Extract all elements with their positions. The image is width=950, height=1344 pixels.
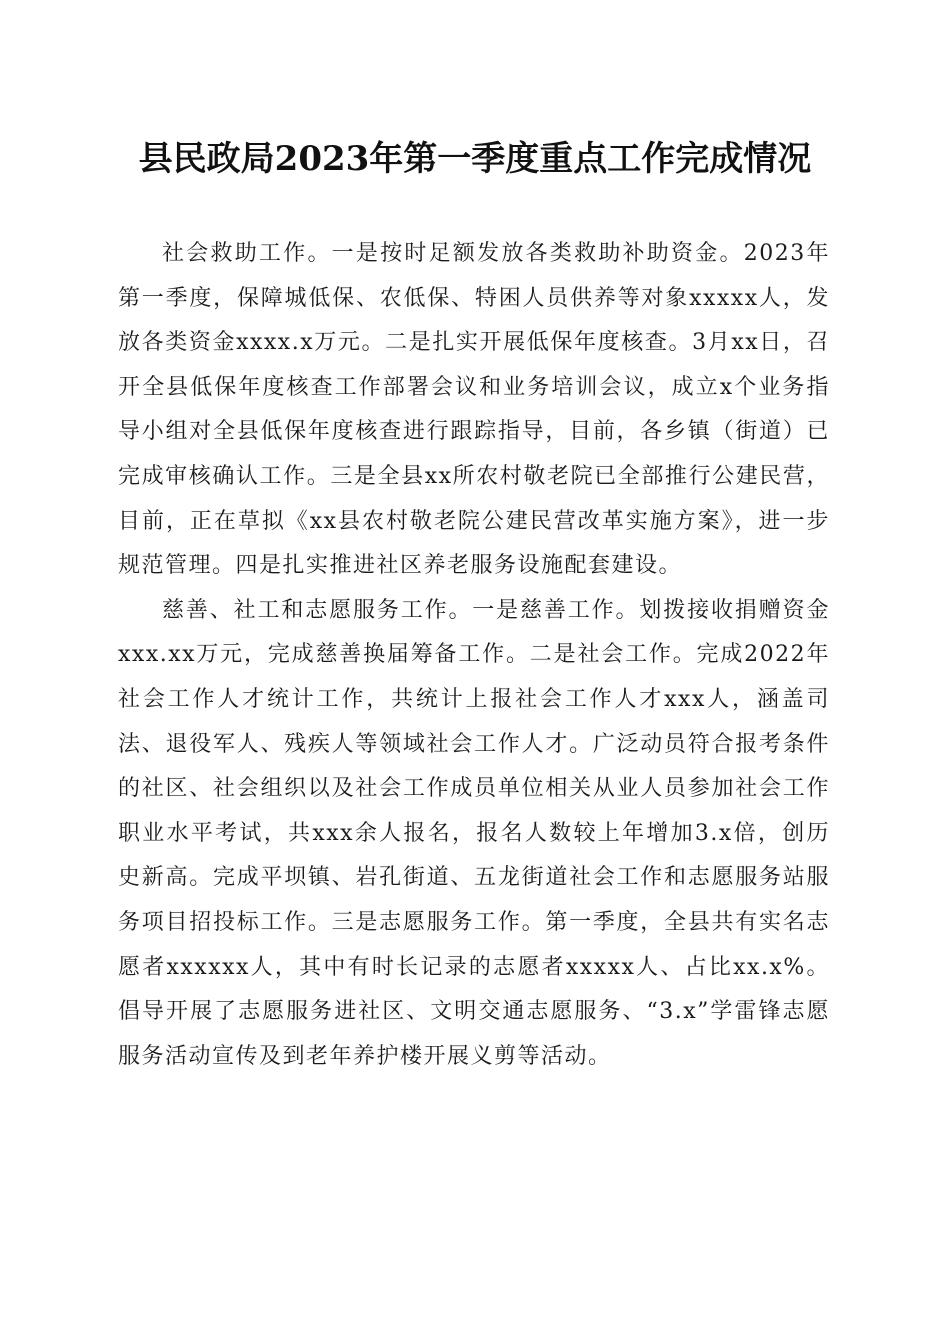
- paragraph-charity-volunteer: 慈善、社工和志愿服务工作。一是慈善工作。划拨接收捐赠资金xxx.xx万元，完成慈善换届筹备工作。二是社会工作。完成2022年社会工作人才统计工作，共统计上报社会工作人才xxx人，涵盖司法、退役军人、残疾人等领域社会工作人才。广泛动员符合报考条件的社区、社会组织以及社会工作成员单位相关从业人员参加社会工作职业水平考试，共xxx余人报名，报名人数较上年增加3.x倍，创历史新高。完成平坝镇、岩孔街道、五龙街道社会工作和志愿服务站服务项目招投标工作。三是志愿服务工作。第一季度，全县共有实名志愿者xxxxxx人，其中有时长记录的志愿者xxxxx人、占比xx.x%。倡导开展了志愿服务进社区、文明交通志愿服务、“3.x”学雷锋志愿服务活动宣传及到老年养护楼开展义剪等活动。: [118, 597, 830, 1069]
- paragraph-social-assistance: 社会救助工作。一是按时足额发放各类救助补助资金。2023年第一季度，保障城低保、农低保、特困人员供养等对象xxxxx人，发放各类资金xxxx.x万元。二是扎实开展低保年度核查。3月xx日，召开全县低保年度核查工作部署会议和业务培训会议，成立x个业务指导小组对全县低保年度核查进行跟踪指导，目前，各乡镇（街道）已完成审核确认工作。三是全县xx所农村敬老院已全部推行公建民营，目前，正在草拟《xx县农村敬老院公建民营改革实施方案》，进一步规范管理。四是扎实推进社区养老服务设施配套建设。: [118, 241, 830, 579]
- document-body: [118, 232, 830, 1079]
- document-title: 县民政局2023年第一季度重点工作完成情况: [138, 139, 812, 179]
